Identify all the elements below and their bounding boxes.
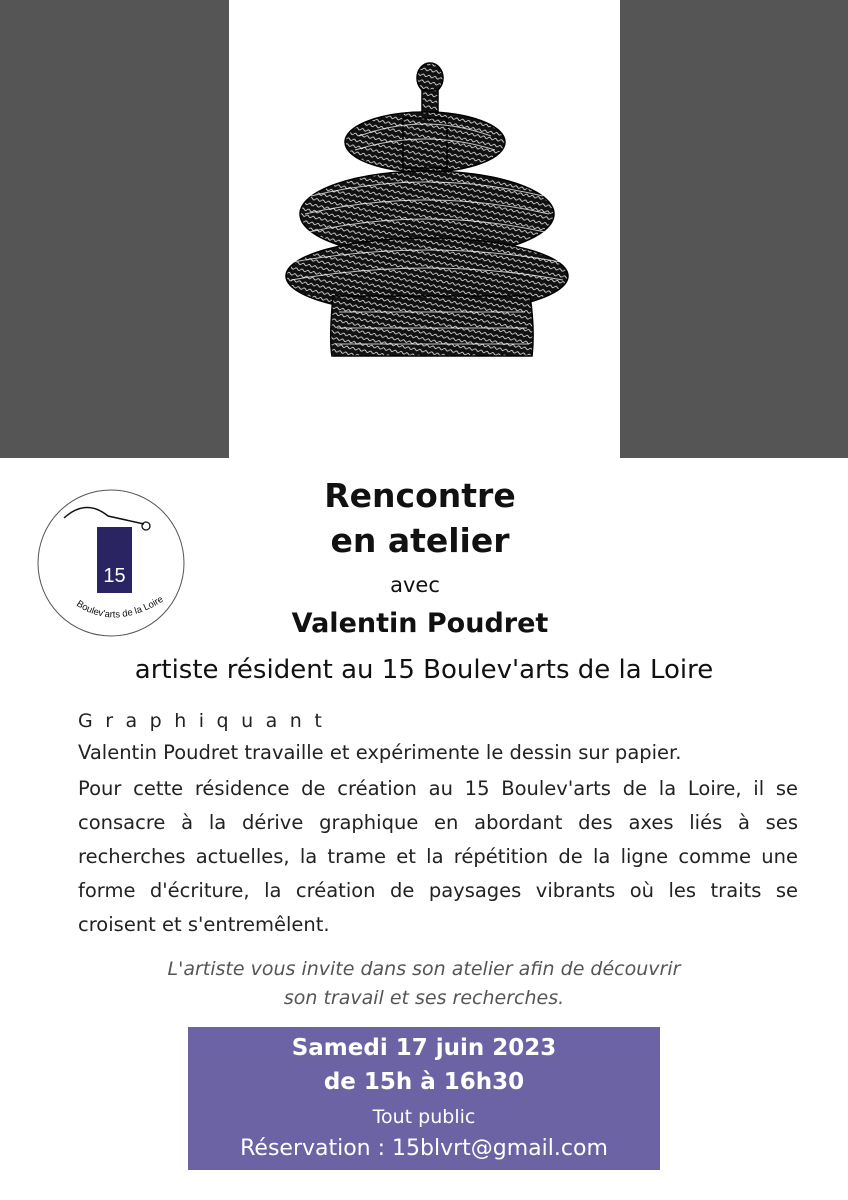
invitation-line-2: son travail et ses recherches. — [283, 987, 565, 1009]
grey-band-right — [620, 0, 848, 458]
invitation-text — [120, 955, 728, 1013]
event-info-box — [188, 1027, 660, 1170]
title-line-1: Rencontre — [324, 476, 516, 515]
logo-ring-text: Boulev'arts de la Loire — [74, 593, 166, 621]
logo-15-boulevarts — [36, 488, 186, 638]
description-paragraph-1: Valentin Poudret travaille et expérimente le dessin sur papier. — [78, 741, 682, 764]
logo-number: 15 — [103, 565, 126, 587]
title-line-2: en atelier — [330, 521, 510, 560]
artist-name: Valentin Poudret — [291, 608, 549, 639]
title-avec: avec — [390, 573, 440, 597]
invitation-line-1: L'artiste vous invite dans son atelier afin de découvrir — [167, 958, 681, 980]
artist-subtitle: artiste résident au 15 Boulev'arts de la Loire — [134, 655, 714, 685]
artwork-drawing — [229, 0, 620, 458]
event-time: de 15h à 16h30 — [323, 1069, 525, 1095]
event-date: Samedi 17 juin 2023 — [291, 1035, 557, 1061]
label-graphiquant: Graphiquant — [78, 710, 335, 732]
description-paragraph-2: Pour cette résidence de création au 15 Boulev'arts de la Loire, il se consacre à la dérive graphique en abordant des axes liés à ses recherches actuelles, la trame et la répétition de la ligne comme une forme d'écriture, la création de paysages vibrants où les traits se croisent et s'entremêlent. — [78, 777, 798, 936]
pagoda-drawing — [229, 0, 620, 458]
event-audience: Tout public — [372, 1106, 476, 1128]
event-reservation: Réservation : 15blvrt@gmail.com — [240, 1136, 608, 1161]
grey-band-left — [0, 0, 229, 458]
